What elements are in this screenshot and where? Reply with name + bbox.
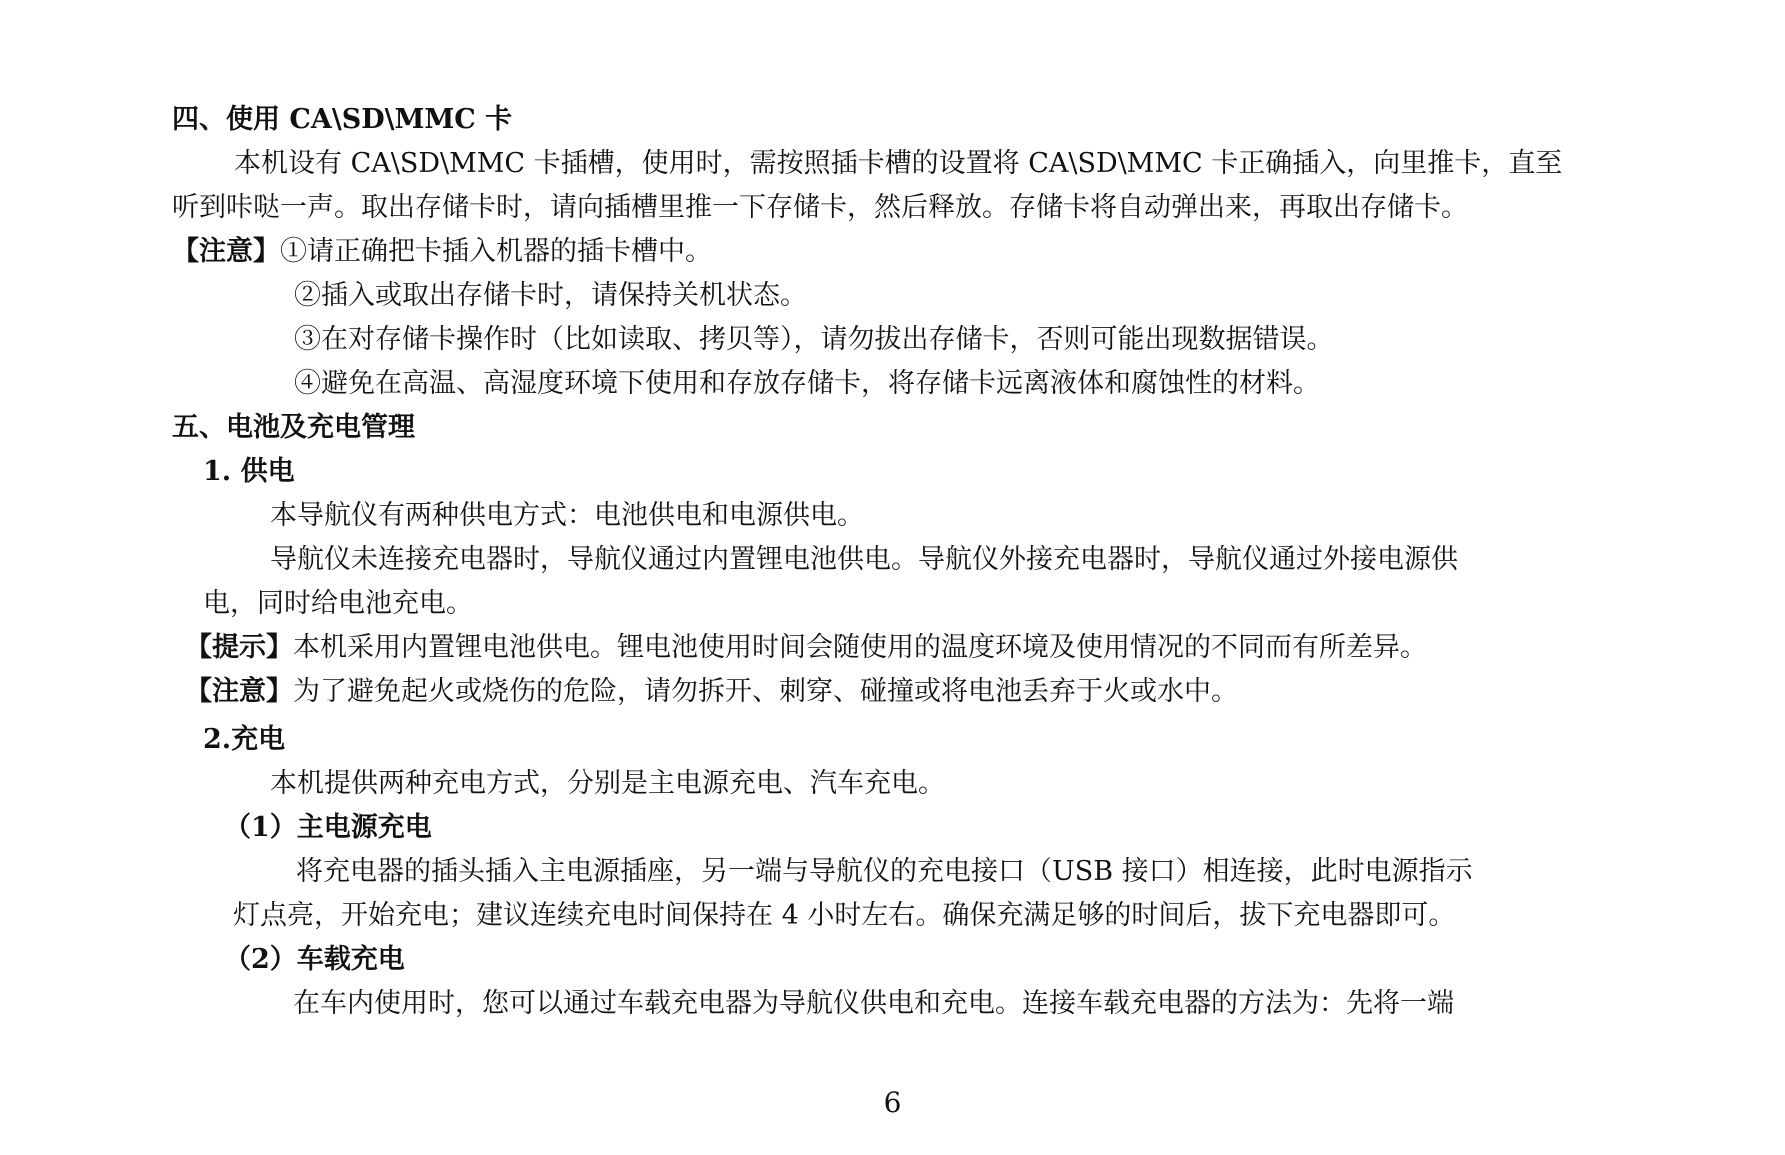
- section5-heading: 五、电池及充电管理: [172, 412, 415, 443]
- tip-text: 本机采用内置锂电池供电。锂电池使用时间会随使用的温度环境及使用情况的不同而有所差异。: [293, 632, 1427, 663]
- power-note-text: 为了避免起火或烧伤的危险，请勿拆开、刺穿、碰撞或将电池丢弃于火或水中。: [293, 676, 1238, 707]
- main-charge-line2: 灯点亮，开始充电；建议连续充电时间保持在 4 小时左右。确保充满足够的时间后，拔下充电器即可。: [233, 900, 1456, 931]
- charge-heading: 2.充电: [203, 724, 286, 755]
- note-item-2: ②插入或取出存储卡时，请保持关机状态。: [294, 280, 807, 311]
- car-charge-heading: （2）车载充电: [224, 944, 405, 975]
- power-paragraph-1: 本导航仪有两种供电方式：电池供电和电源供电。: [270, 500, 864, 531]
- section4-heading: 四、使用 CA\SD\MMC 卡: [172, 104, 513, 135]
- note-item-1: ①请正确把卡插入机器的插卡槽中。: [280, 236, 712, 267]
- power-paragraph-2-line2: 电，同时给电池充电。: [203, 588, 473, 619]
- main-charge-heading: （1）主电源充电: [224, 812, 432, 843]
- page-number: 6: [883, 1086, 902, 1119]
- note-item-4: ④避免在高温、高湿度环境下使用和存放存储卡，将存储卡远离液体和腐蚀性的材料。: [294, 368, 1320, 399]
- section4-paragraph-line1: 本机设有 CA\SD\MMC 卡插槽，使用时，需按照插卡槽的设置将 CA\SD\MMC 卡正确插入，向里推卡，直至: [234, 148, 1563, 179]
- section4-paragraph-line2: 听到咔哒一声。取出存储卡时，请向插槽里推一下存储卡，然后释放。存储卡将自动弹出来，再取出存储卡。: [172, 192, 1468, 223]
- main-charge-line1: 将充电器的插头插入主电源插座，另一端与导航仪的充电接口（USB 接口）相连接，此时电源指示: [296, 856, 1473, 887]
- note-label: 【注意】: [172, 236, 280, 267]
- note-item-3: ③在对存储卡操作时（比如读取、拷贝等），请勿拔出存储卡，否则可能出现数据错误。: [294, 324, 1334, 355]
- power-note-row: [185, 675, 1238, 709]
- power-note-label: 【注意】: [185, 676, 293, 707]
- section4-note-row: [172, 235, 712, 269]
- tip-label: 【提示】: [185, 632, 293, 663]
- power-heading: 1. 供电: [203, 456, 295, 487]
- power-paragraph-2-line1: 导航仪未连接充电器时，导航仪通过内置锂电池供电。导航仪外接充电器时，导航仪通过外接电源供: [270, 544, 1458, 575]
- charge-paragraph: 本机提供两种充电方式，分别是主电源充电、汽车充电。: [270, 768, 945, 799]
- car-charge-line1: 在车内使用时，您可以通过车载充电器为导航仪供电和充电。连接车载充电器的方法为：先将一端: [293, 988, 1454, 1019]
- tip-row: [185, 631, 1427, 665]
